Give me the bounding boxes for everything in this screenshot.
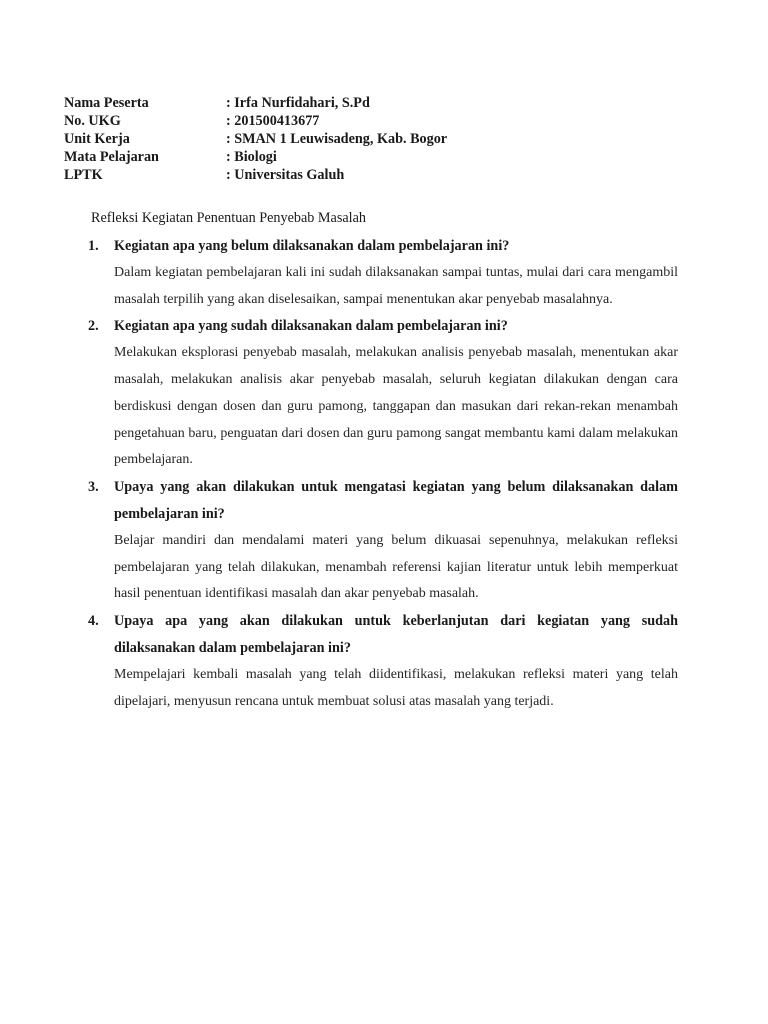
info-label: No. UKG bbox=[64, 113, 121, 129]
list-item bbox=[64, 608, 678, 715]
list-item bbox=[64, 233, 678, 313]
info-value: : SMAN 1 Leuwisadeng, Kab. Bogor bbox=[226, 131, 448, 147]
info-row-nama-peserta bbox=[64, 94, 704, 112]
info-row-unit-kerja bbox=[64, 130, 704, 148]
item-number: 2. bbox=[88, 318, 99, 335]
document-title: Refleksi Kegiatan Penentuan Penyebab Masalah bbox=[91, 210, 366, 226]
reflection-list bbox=[64, 233, 678, 715]
info-label: Mata Pelajaran bbox=[64, 149, 159, 165]
answer-text: Mempelajari kembali masalah yang telah diidentifikasi, melakukan refleksi materi yang telah dipelajari, menyusun rencana untuk membuat solusi atas masalah yang terjadi. bbox=[114, 666, 678, 709]
item-number: 3. bbox=[88, 479, 99, 496]
question-text: Kegiatan apa yang belum dilaksanakan dalam pembelajaran ini? bbox=[114, 238, 510, 254]
info-label: LPTK bbox=[64, 167, 103, 183]
info-value: : Universitas Galuh bbox=[226, 167, 345, 183]
info-value: : 201500413677 bbox=[226, 113, 320, 129]
info-label: Unit Kerja bbox=[64, 131, 130, 147]
item-number: 1. bbox=[88, 238, 99, 254]
answer-text: Melakukan eksplorasi penyebab masalah, melakukan analisis penyebab masalah, menentukan akar masalah, melakukan analisis akar penyebab masalah, seluruh kegiatan dilakukan dengan cara berdiskusi dengan dosen dan guru pamong, tanggapan dan masukan dari rekan-rekan menambah pengetahuan baru, penguatan dari dosen dan guru pamong sangat membantu kami dalam melakukan pembelajaran. bbox=[114, 345, 678, 468]
answer-text: Dalam kegiatan pembelajaran kali ini sudah dilaksanakan sampai tuntas, mulai dari cara mengambil masalah terpilih yang akan diselesaikan, sampai menentukan akar penyebab masalahnya. bbox=[114, 264, 678, 307]
list-item bbox=[64, 474, 678, 608]
question-text: Upaya yang akan dilakukan untuk mengatasi kegiatan yang belum dilaksanakan dalam pembelajaran ini? bbox=[114, 479, 678, 522]
info-value: : Biologi bbox=[226, 149, 277, 165]
question-text: Kegiatan apa yang sudah dilaksanakan dalam pembelajaran ini? bbox=[114, 318, 508, 335]
answer-text: Belajar mandiri dan mendalami materi yang belum dikuasai sepenuhnya, melakukan refleksi pembelajaran yang telah dilakukan, menambah referensi kajian literatur untuk lebih memperkuat hasil penentuan identifikasi masalah dan akar penyebab masalah. bbox=[114, 532, 678, 602]
participant-info bbox=[64, 94, 704, 184]
list-item bbox=[64, 313, 678, 474]
info-row-no-ukg bbox=[64, 112, 704, 130]
item-number: 4. bbox=[88, 613, 99, 630]
info-row-lptk bbox=[64, 166, 704, 184]
question-text: Upaya apa yang akan dilakukan untuk keberlanjutan dari kegiatan yang sudah dilaksanakan dalam pembelajaran ini? bbox=[114, 613, 678, 656]
info-value: : Irfa Nurfidahari, S.Pd bbox=[226, 95, 370, 111]
info-row-mata-pelajaran bbox=[64, 148, 704, 166]
info-label: Nama Peserta bbox=[64, 95, 149, 111]
